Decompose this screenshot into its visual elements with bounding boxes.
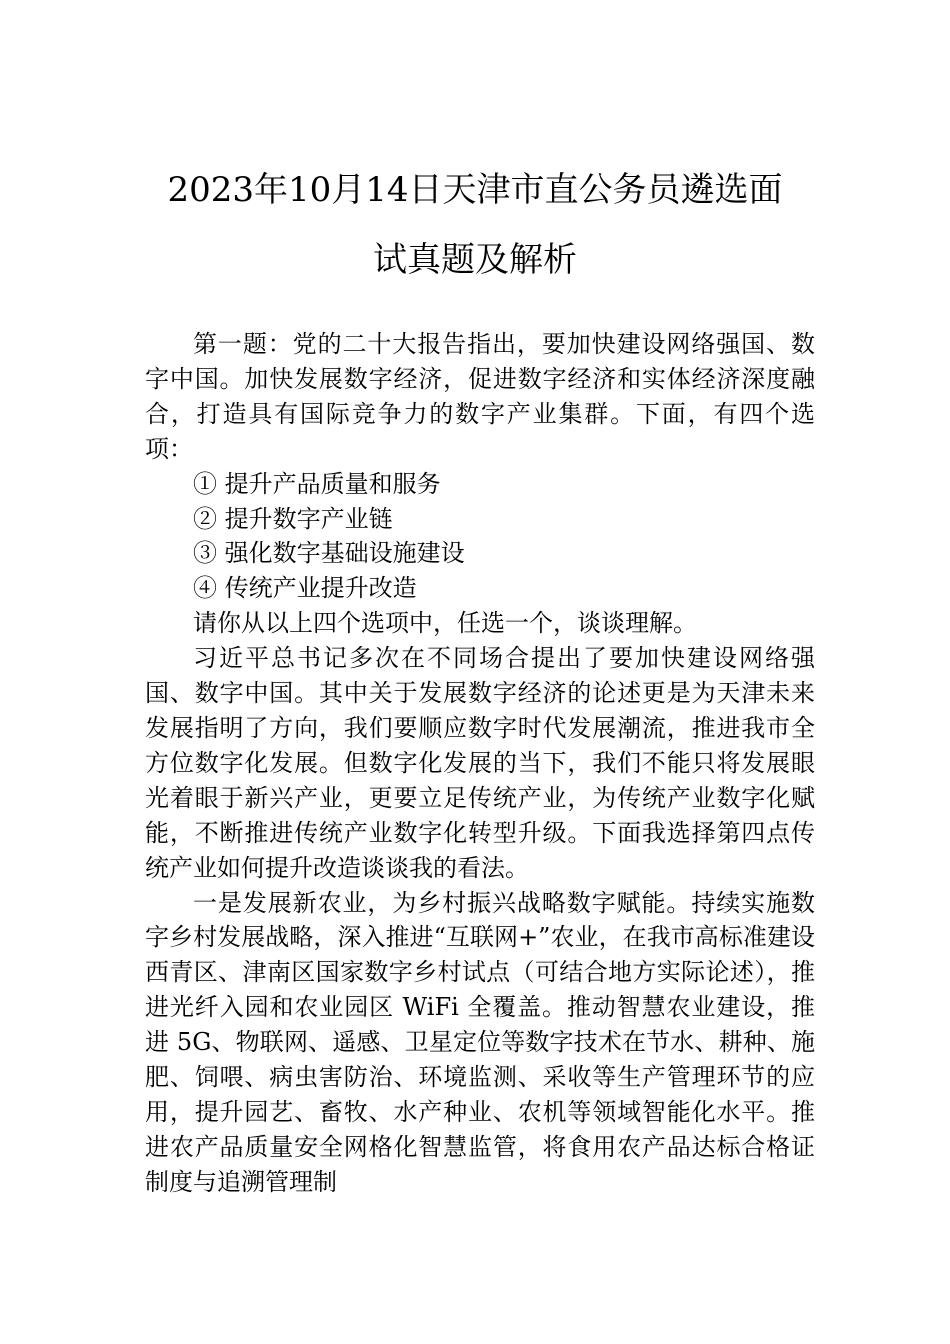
option-1: ① 提升产品质量和服务 [193,469,441,498]
question-intro: 第一题：党的二十大报告指出，要加快建设网络强国、数字中国。加快发展数字经济，促进数字经济和实体经济深度融合，打造具有国际竞争力的数字产业集群。下面，有四个选项： [145,330,815,463]
option-2: ② 提升数字产业链 [193,504,393,533]
document-body [145,327,815,1200]
document-title-line-2: 试真题及解析 [373,240,577,280]
answer-paragraph-1: 习近平总书记多次在不同场合提出了要加快建设网络强国、数字中国。其中关于发展数字经济的论述更是为天津未来发展指明了方向，我们要顺应数字时代发展潮流，推进我市全方位数字化发展。但数字化发展的当下，我们不能只将发展眼光着眼于新兴产业，更要立足传统产业，为传统产业数字化赋能，不断推进传统产业数字化转型升级。下面我选择第四点传统产业如何提升改造谈谈我的看法。 [145,644,815,882]
answer-paragraph-2: 一是发展新农业，为乡村振兴战略数字赋能。持续实施数字乡村发展战略，深入推进“互联网+”农业，在我市高标准建设西青区、津南区国家数字乡村试点（可结合地方实际论述），推进光纤入园和农业园区 WiFi 全覆盖。推动智慧农业建设，推进 5G、物联网、遥感、卫星定位等数字技术在节水、耕种、施肥、饲喂、病虫害防治、环境监测、采收等生产管理环节的应用，提升园艺、畜牧、水产种业、农机等领域智能化水平。推进农产品质量安全网格化智慧监管，将食用农产品达标合格证制度与追溯管理制 [145,888,815,1196]
option-4: ④ 传统产业提升改造 [193,574,417,603]
option-3: ③ 强化数字基础设施建设 [193,539,465,568]
question-instruction: 请你从以上四个选项中，任选一个，谈谈理解。 [193,609,697,638]
document-title-line-1: 2023年10月14日天津市直公务员遴选面 [167,170,783,210]
